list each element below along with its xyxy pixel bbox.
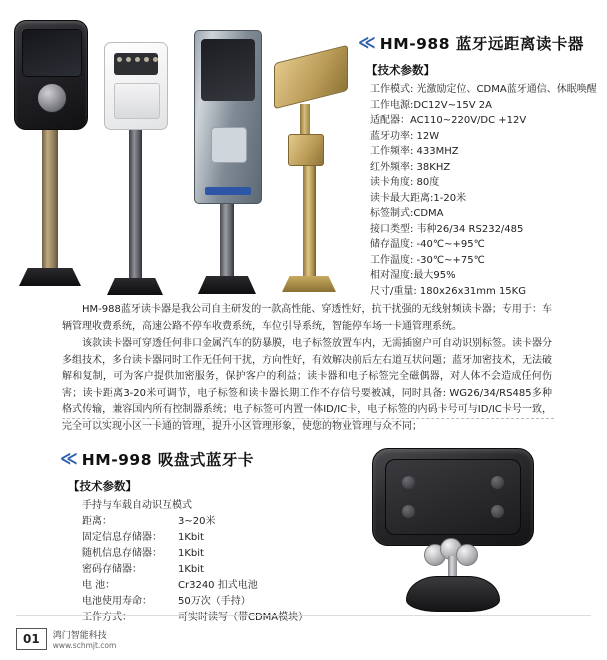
reader-screen bbox=[22, 29, 82, 77]
spec-item bbox=[82, 594, 360, 610]
reader-panel-lower bbox=[288, 134, 324, 166]
spec-item: 读卡角度: 80度 bbox=[370, 177, 440, 188]
product2-spec-list bbox=[60, 514, 360, 626]
spec-item bbox=[82, 514, 360, 530]
spec-label: 工作方式： bbox=[82, 612, 132, 623]
paragraph: 该款读卡器可穿透任何非口金属汽车的防暴膜，电子标签放置车内，无需插窗户可自动识别标签。读卡器分多组技术，多台读卡器同时工作无任何干扰，方向性好，有效解决前后左右道互状问题；蓝牙加密技术，无法破解和复制，可为客户提供加密服务，保护客户的利益；读卡器和电子标签完全磁偶器，对人体不会造成任何伤害；读卡距离3-20米可调节，电子标签和读卡器长期工作不存信号要被减，同时具备: WG26/34/RS485多种格式传输，兼容国内所有控制器系统；电子标签可内置一体ID/IC卡，电子标签的内码卡号可与ID/IC卡号一致，完全可以实现小区一卡通的管理，提升小区管理形象，使您的物业管理与众不同； bbox=[62, 338, 552, 432]
product-photo-dark-reader bbox=[14, 20, 86, 286]
spec-item bbox=[82, 530, 360, 546]
section-divider bbox=[62, 418, 554, 419]
product1-title: HM-988 蓝牙远距离读卡器 bbox=[379, 35, 584, 53]
company-name: 鸿门智能科技 bbox=[52, 631, 107, 641]
spec-value: 3~20米 bbox=[178, 516, 216, 527]
reader-panel-top bbox=[274, 45, 348, 109]
spec-item: 工作频率: 433MHZ bbox=[370, 146, 459, 157]
reader-pole bbox=[129, 130, 142, 278]
spec-item: 工作电源:DC12V~15V 2A bbox=[370, 99, 492, 111]
reader-arm bbox=[300, 104, 310, 134]
suction-cup bbox=[406, 576, 500, 612]
reader-pole bbox=[303, 166, 316, 276]
reader-housing bbox=[194, 30, 262, 204]
product1-title-row bbox=[358, 32, 602, 54]
card-button bbox=[491, 476, 504, 489]
product2-title-row bbox=[60, 448, 360, 470]
product1-spec-list bbox=[358, 82, 602, 299]
spec-value: 50万次（手持） bbox=[178, 596, 251, 607]
card-button bbox=[402, 476, 415, 489]
product2-intro: 手持与车载自动识互模式 bbox=[82, 500, 192, 511]
card-button bbox=[402, 505, 415, 518]
spec-value: 1Kbit bbox=[178, 532, 204, 543]
spec-item: 蓝牙功率: 12W bbox=[370, 130, 440, 142]
reader-base bbox=[282, 276, 336, 292]
reader-base bbox=[198, 276, 256, 294]
spec-item bbox=[82, 610, 360, 626]
bluetooth-card-body bbox=[372, 448, 534, 546]
spec-value: 1Kbit bbox=[178, 564, 204, 575]
spec-item: 储存温度: -40℃~+95℃ bbox=[370, 239, 485, 250]
product2-title: HM-998 吸盘式蓝牙卡 bbox=[81, 451, 254, 469]
spec-item: 工作温度: -30℃~+75℃ bbox=[370, 254, 485, 266]
page-number: 01 bbox=[16, 628, 47, 650]
spec-item: 尺寸/重量: 180x26x31mm 15KG bbox=[370, 285, 526, 297]
spec-label: 随机信息存储器： bbox=[82, 548, 162, 559]
spec-label: 密码存储器： bbox=[82, 564, 142, 575]
product1-spec-panel bbox=[358, 32, 602, 299]
page-footer bbox=[16, 628, 116, 650]
spec-value: Cr3240 扣式电池 bbox=[178, 580, 258, 591]
spec-label: 电 池： bbox=[82, 580, 116, 591]
spec-label: 距离： bbox=[82, 516, 112, 527]
spec-item: 读卡最大距离:1-20米 bbox=[370, 192, 467, 204]
product1-description bbox=[62, 302, 552, 436]
brand-strip bbox=[205, 187, 251, 195]
chevron-left-icon: ≪ bbox=[60, 448, 78, 469]
rf-antenna-icon bbox=[211, 127, 247, 163]
spec-item bbox=[82, 546, 360, 562]
company-website: www.schmjt.com bbox=[52, 641, 117, 650]
spec-label: 固定信息存储器： bbox=[82, 532, 162, 543]
spec-value: 1Kbit bbox=[178, 548, 204, 559]
reader-housing bbox=[104, 42, 168, 130]
reader-base bbox=[107, 278, 163, 295]
spec-label: 电池使用寿命： bbox=[82, 596, 152, 607]
reader-lens bbox=[37, 83, 67, 113]
reader-face-panel bbox=[114, 83, 160, 119]
spec-item bbox=[82, 578, 360, 594]
reader-base bbox=[19, 268, 81, 286]
reader-screen bbox=[201, 39, 255, 101]
product1-section-label: 【技术参数】 bbox=[366, 63, 435, 77]
spec-item: 接口类型: 韦种26/34 RS232/485 bbox=[370, 223, 524, 235]
product-photo-steel-reader bbox=[194, 30, 260, 294]
spec-item: 适配器：AC110~220V/DC +12V bbox=[370, 115, 527, 126]
product-photo-gold-reader bbox=[270, 54, 348, 292]
product-photo-group bbox=[8, 14, 348, 294]
paragraph: HM-988蓝牙读卡器是我公司自主研发的一款高性能、穿透性好，抗干扰强的无线射频读卡器；专用于：车辆管理收费系统，高速公路不停车收费系统，车位引导系统，智能停车场一卡通管理系统。 bbox=[62, 304, 552, 332]
spec-item: 标签制式:CDMA bbox=[370, 208, 444, 219]
product-photo-white-reader bbox=[104, 42, 166, 295]
spec-item: 红外频率: 38KHZ bbox=[370, 161, 451, 173]
card-button bbox=[491, 505, 504, 518]
spec-item: 工作模式: 光激励定位、CDMA蓝牙通信、休眠唤醒 bbox=[370, 84, 597, 95]
card-inner-panel bbox=[385, 459, 521, 535]
footer-divider bbox=[16, 615, 591, 616]
spec-item bbox=[82, 562, 360, 578]
product2-spec-panel bbox=[60, 448, 360, 626]
chevron-left-icon: ≪ bbox=[358, 32, 376, 53]
product2-section-label: 【技术参数】 bbox=[68, 479, 137, 493]
spec-value: 可实时读写（带CDMA模块） bbox=[178, 612, 309, 623]
reader-pole bbox=[220, 204, 234, 276]
reader-pole bbox=[42, 130, 58, 268]
footer-brand bbox=[53, 628, 117, 650]
spec-item: 相对湿度:最大95% bbox=[370, 270, 456, 281]
led-array-icon bbox=[117, 57, 158, 62]
reader-housing bbox=[14, 20, 88, 130]
product2-photo bbox=[360, 448, 550, 618]
